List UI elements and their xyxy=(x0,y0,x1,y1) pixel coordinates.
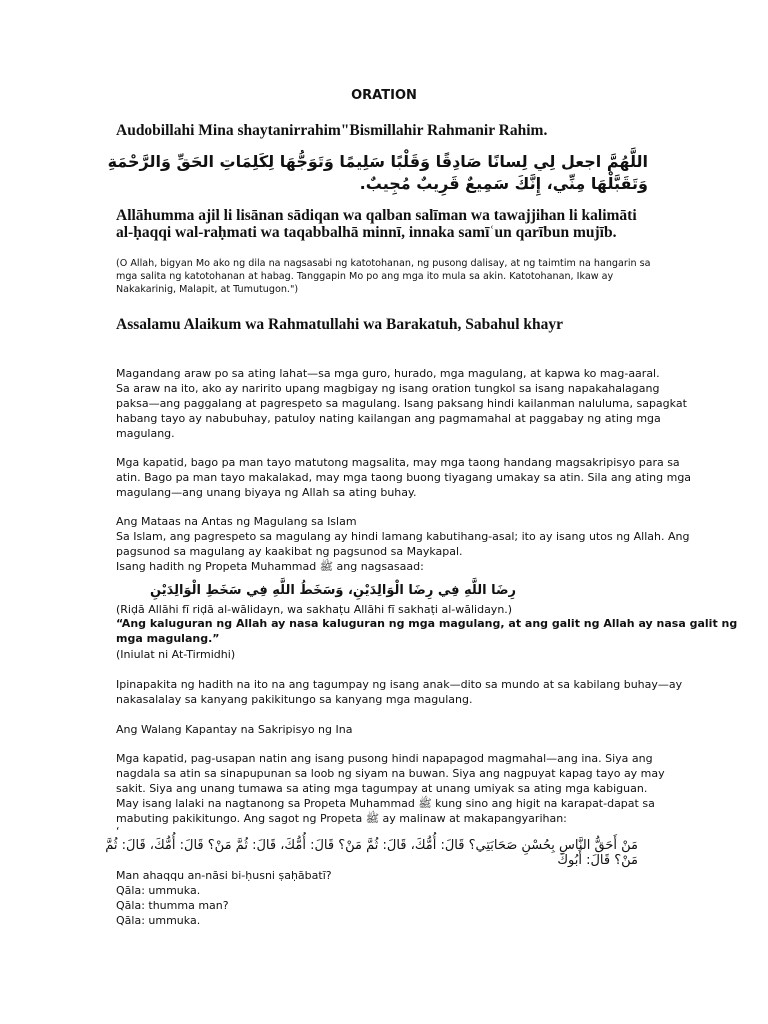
para4-line-4: May isang lalaki na nagtanong sa Propeta Muhammad ﷺ kung sino ang higit na karapat-dapat sa xyxy=(116,797,655,810)
section1-heading: Ang Mataas na Antas ng Magulang sa Islam xyxy=(116,515,357,528)
para1-line-5: magulang. xyxy=(116,427,175,440)
para4-line-1: Mga kapatid, pag-usapan natin ang isang pusong hindi napapagod magmahal—ang ina. Siya ang xyxy=(116,752,653,765)
section1-line-2: pagsunod sa magulang ay kaakibat ng pagsunod sa Maykapal. xyxy=(116,545,463,558)
para1-line-1: Magandang araw po sa ating lahat—sa mga guro, hurado, mga magulang, at kapwa ko mag-aaral. xyxy=(116,367,660,380)
para4-line-3: sakit. Siya ang unang tumawa sa ating mga tagumpay at unang umiyak sa ating mga kabiguan. xyxy=(116,782,648,795)
section1-line-3: Isang hadith ng Propeta Muhammad ﷺ ang nagsasaad: xyxy=(116,560,424,573)
hadith2-translit-line-4: Qāla: ummuka. xyxy=(116,914,201,927)
section2-heading: Ang Walang Kapantay na Sakripisyo ng Ina xyxy=(116,723,353,736)
hadith1-translation-line-1: “Ang kaluguran ng Allah ay nasa kaluguran ng mga magulang, at ang galit ng Allah ay nasa galit ng xyxy=(116,617,738,630)
hadith2-translit-line-2: Qāla: ummuka. xyxy=(116,884,201,897)
para1-line-4: habang tayo ay nabubuhay, patuloy nating kailangan ang pagmamahal at paggabay ng ating mga xyxy=(116,412,661,425)
audhu-line: Audobillahi Mina shaytanirrahim"Bismillahir Rahmanir Rahim. xyxy=(116,122,548,139)
dua-translation-line-3: Nakakarinig, Malapit, at Tumutugon.") xyxy=(116,284,299,295)
hadith1-arabic: رِضَا اللَّهِ فِي رِضَا الْوَالِدَيْنِ، وَسَخَطُ اللَّهِ فِي سَخَطِ الْوَالِدَيْنِ xyxy=(150,583,516,598)
dua-arabic-line-2: وَتَقَبَّلْهَا مِنِّي، إِنَّكَ سَمِيعٌ قَرِيبٌ مُجِيبٌ. xyxy=(359,174,648,193)
hadith1-translation-line-2: mga magulang.” xyxy=(116,632,220,645)
dua-arabic-line-1: اللَّهُمَّ اجعل لِي لِسانًا صَادِقًا وَقَلْبًا سَلِيمًا وَتَوَجُّهَا لِكَلِمَاتِ الحَقِّ وَالرَّحْمَةِ xyxy=(107,152,648,171)
dua-translit-line-1: Allāhumma ajil li lisānan sādiqan wa qalban salīman wa tawajjihan li kalimāti xyxy=(116,207,637,224)
para2-line-3: magulang—ang unang biyaya ng Allah sa ating buhay. xyxy=(116,486,417,499)
para1-line-3: paksa—ang paggalang at pagrespeto sa magulang. Isang paksang hindi kailanman naluluma, sapagkat xyxy=(116,397,687,410)
hadith2-arabic-line-1: مَنْ أَحَقُّ النَّاسِ بِحُسْنِ صَحَابَتِي؟ قَالَ: أُمُّكَ، قَالَ: ثُمَّ مَنْ؟ قَالَ: أُمُّكَ، قَالَ: ثُمَّ مَنْ؟ قَالَ: أُمُّكَ، قَالَ: ثُمَّ xyxy=(105,838,638,853)
dua-translit-line-2: al-ḥaqqi wal-raḥmati wa taqabbalhā minnī, innaka samīʿun qarībun mujīb. xyxy=(116,224,617,241)
para2-line-1: Mga kapatid, bago pa man tayo matutong magsalita, may mga taong handang magsakripisyo para sa xyxy=(116,456,680,469)
para4-line-2: nagdala sa atin sa sinapupunan sa loob ng siyam na buwan. Siya ang nagpuyat kapag tayo ay may xyxy=(116,767,665,780)
para3-line-2: nakasalalay sa kanyang pakikitungo sa kanyang mga magulang. xyxy=(116,693,473,706)
hadith2-translit-line-3: Qāla: thumma man? xyxy=(116,899,229,912)
hadith2-translit-line-1: Man ahaqqu an-nāsi bi-ḥusni ṣaḥābatī? xyxy=(116,869,332,882)
hadith1-source: (Iniulat ni At-Tirmidhi) xyxy=(116,648,236,661)
para4-line-6: ‘ xyxy=(116,825,120,838)
para3-line-1: Ipinapakita ng hadith na ito na ang tagumpay ng isang anak—dito sa mundo at sa kabilang buhay—ay xyxy=(116,678,683,691)
hadith1-translit: (Riḍā Allāhi fī riḍā al-wālidayn, wa sakhaṭu Allāhi fī sakhaṭi al-wālidayn.) xyxy=(116,603,513,616)
dua-translation-line-1: (O Allah, bigyan Mo ako ng dila na nagsasabi ng katotohanan, ng pusong dalisay, at ng taimtim na hangarin sa xyxy=(116,258,651,269)
para4-line-5: mabuting pakikitungo. Ang sagot ng Propeta ﷺ ay malinaw at makapangyarihan: xyxy=(116,812,567,825)
salam-line: Assalamu Alaikum wa Rahmatullahi wa Barakatuh, Sabahul khayr xyxy=(116,316,564,333)
hadith2-arabic-line-2: مَنْ؟ قَالَ: أَبُوكَ xyxy=(557,853,638,868)
para2-line-2: atin. Bago pa man tayo makalakad, may mga taong buong tiyagang umakay sa atin. Sila ang ating mga xyxy=(116,471,692,484)
para1-line-2: Sa araw na ito, ako ay naririto upang magbigay ng isang oration tungkol sa isang napakahalagang xyxy=(116,382,660,395)
dua-translation-line-2: mga salita ng katotohanan at habag. Tanggapin Mo po ang mga ito mula sa akin. Katotohanan, Ikaw ay xyxy=(116,271,614,282)
section1-line-1: Sa Islam, ang pagrespeto sa magulang ay hindi lamang kabutihang-asal; ito ay isang utos ng Allah. Ang xyxy=(116,530,690,543)
document-title: ORATION xyxy=(351,88,417,103)
